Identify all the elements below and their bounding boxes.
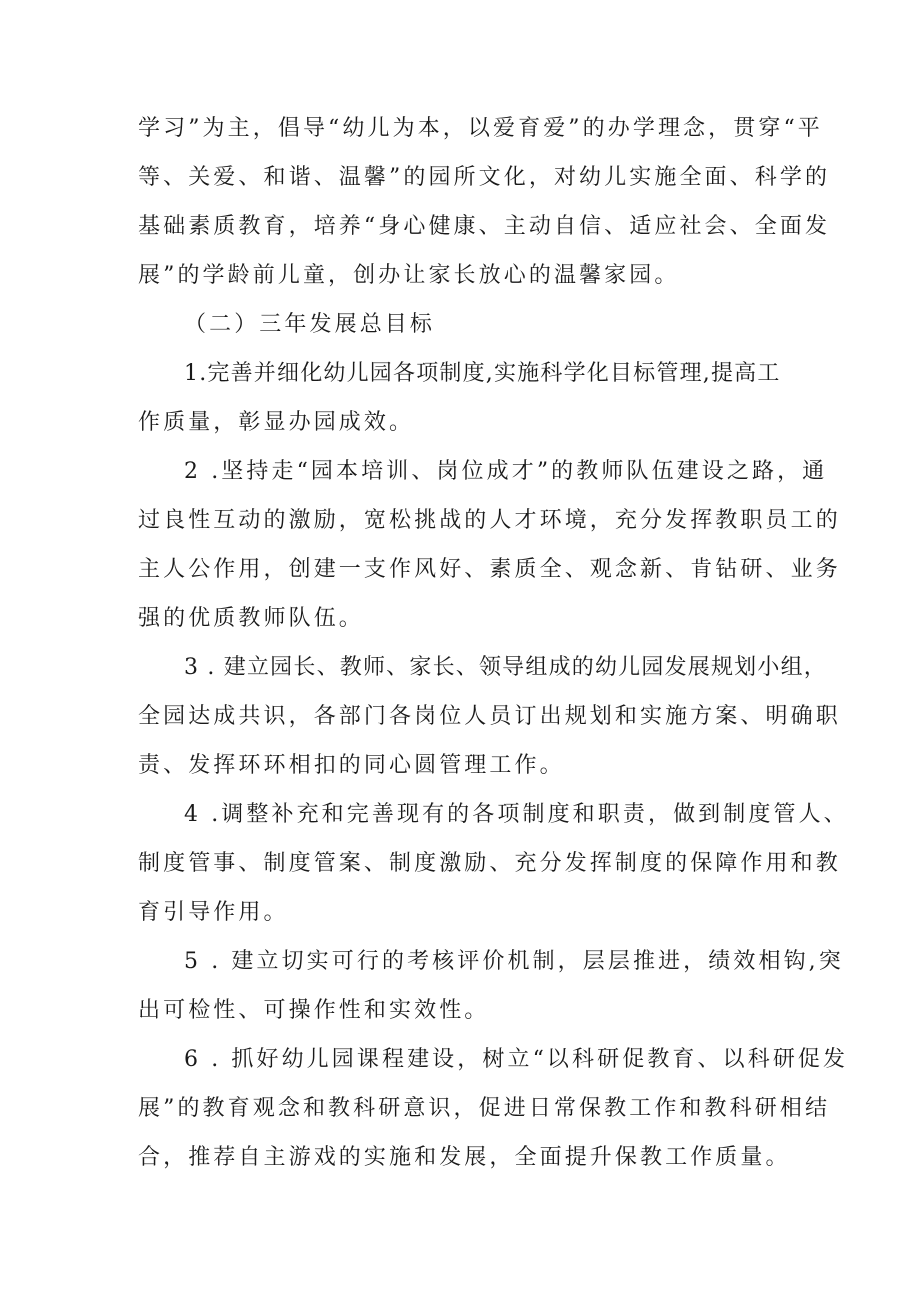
goal-5-line-2: 出可检性、可操作性和实效性。: [138, 998, 490, 1023]
goal-4-line-3: 育引导作用。: [138, 900, 289, 925]
goal-1-line-1: 1.完善并细化幼儿园各项制度,实施科学化目标管理,提高工: [184, 361, 781, 386]
intro-line-2: 等、关爱、和谐、温馨”的园所文化，对幼儿实施全面、科学的: [138, 165, 831, 190]
intro-line-4: 展”的学龄前儿童，创办让家长放心的温馨家园。: [138, 263, 680, 288]
goal-6-line-2: 展”的教育观念和教科研意识，促进日常保教工作和教科研相结: [138, 1096, 831, 1121]
goal-2-line-1: 2 .坚持走“园本培训、岗位成才”的教师队伍建设之路，通: [184, 459, 828, 484]
goal-2-line-3: 主人公作用，创建一支作风好、素质全、观念新、肯钻研、业务: [138, 557, 841, 582]
goal-5-line-1: 5 . 建立切实可行的考核评价机制，层层推进，绩效相钩,突: [184, 949, 844, 974]
intro-line-3: 基础素质教育，培养“身心健康、主动自信、适应社会、全面发: [138, 214, 831, 239]
goal-3-line-3: 责、发挥环环相扣的同心圆管理工作。: [138, 753, 565, 778]
intro-line-1: 学习”为主，倡导“幼儿为本，以爱育爱”的办学理念，贯穿“平: [138, 116, 823, 141]
goal-2-line-4: 强的优质教师队伍。: [138, 606, 364, 631]
section-heading: （二）三年发展总目标: [184, 312, 436, 337]
goal-6-line-1: 6 . 抓好幼儿园课程建设，树立“以科研促教育、以科研促发: [184, 1047, 849, 1072]
goal-6-line-3: 合，推荐自主游戏的实施和发展，全面提升保教工作质量。: [138, 1145, 791, 1170]
goal-1-line-2: 作质量，彰显办园成效。: [138, 410, 415, 435]
goal-3-line-1: 3 . 建立园长、教师、家长、领导组成的幼儿园发展规划小组，: [184, 655, 827, 680]
goal-2-line-2: 过良性互动的激励，宽松挑战的人才环境，充分发挥教职员工的: [138, 508, 841, 533]
goal-3-line-2: 全园达成共识，各部门各岗位人员订出规划和实施方案、明确职: [138, 704, 841, 729]
goal-4-line-1: 4 .调整补充和完善现有的各项制度和职责，做到制度管人、: [184, 802, 849, 827]
goal-4-line-2: 制度管事、制度管案、制度激励、充分发挥制度的保障作用和教: [138, 851, 841, 876]
